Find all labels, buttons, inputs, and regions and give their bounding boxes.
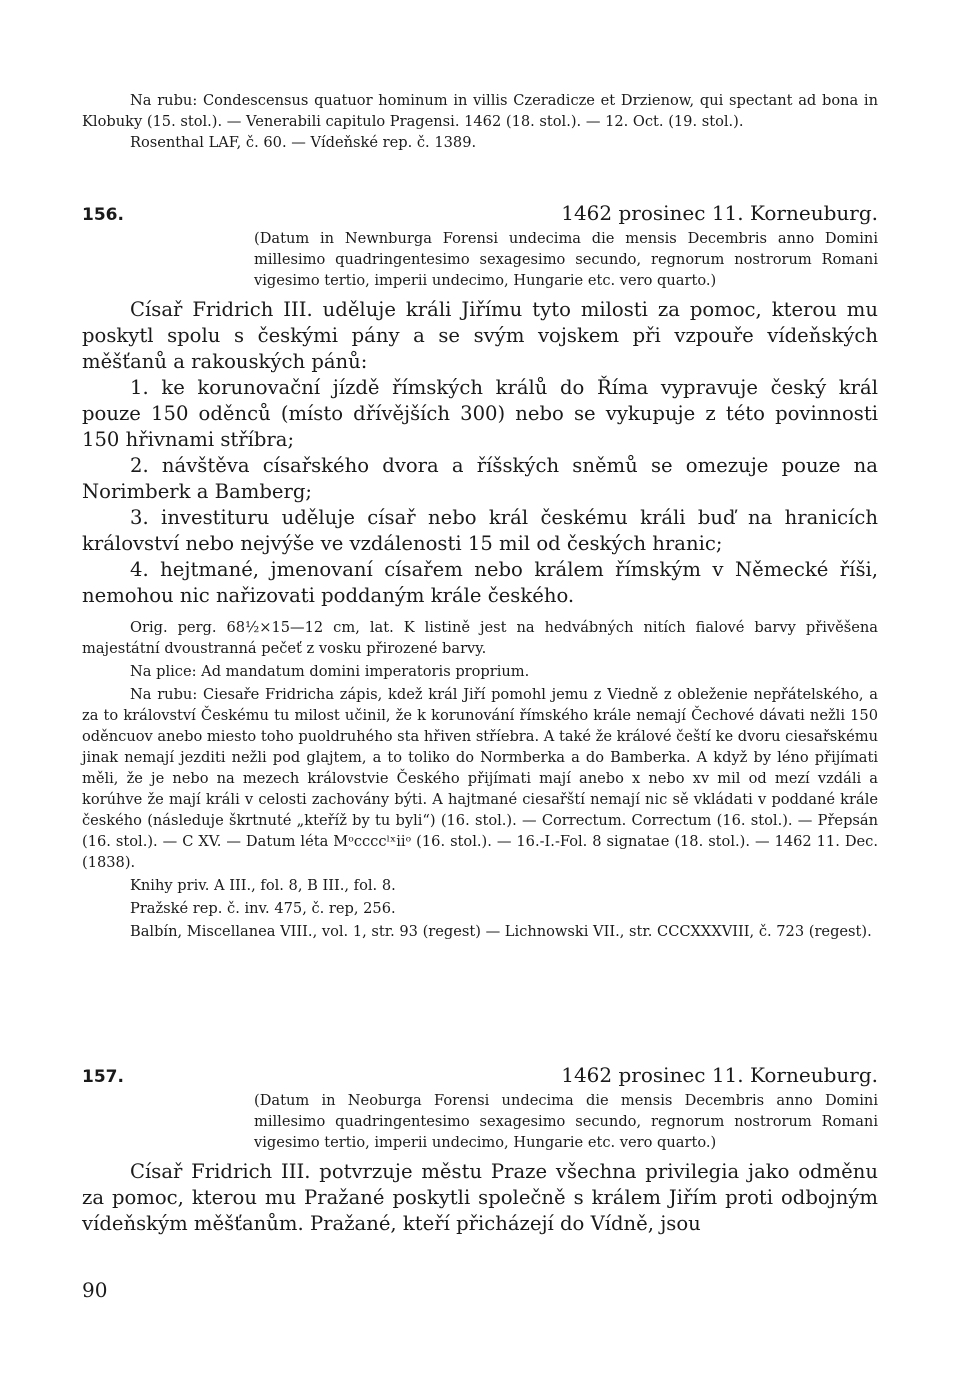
previous-entry-notes (82, 90, 878, 153)
regest-intro: Císař Fridrich III. uděluje králi Jiřímu tyto milosti za pomoc, kterou mu poskytl spolu s českými pány a se svým vojskem při vzpouře vídeňských měšťanů a rakouských pánů: (82, 298, 878, 373)
dorsal-note: Na rubu: Ciesaře Fridricha zápis, kdež král Jiří pomohl jemu z Viedně z obleženie nepřátelského, a za to království Českému tu milost učinil, že k korunování římského krále nemají Čechové dávati nežli 150 oděncuov anebo miesto toho puoldruhého sta hřiven stříebra. A také že králové čeští ke dvoru ciesařskému jinak nemají jezditi nežli pod glajtem, a to toliko do Normberka a do Bamberka. A když by léno přijímati měli, že je nebo na mezech královstvie Českého přijímati mají anebo x nebo xv mil od mezí vzdáli a korúhve že mají králi v celosti zachovány býti. A hajtmané ciesařští nemají nic sě vkládati v poddané krále českého (následuje škrtnuté „kteříž by tu byli“) (16. stol.). — Correctum. Correctum (16. stol.). — Přepsán (16. stol.). — C XV. — Datum léta Mᵒccccˡˣiiᵒ (16. stol.). — 16.-I.-Fol. 8 signatae (18. stol.). — 1462 11. Dec. (1838). (82, 686, 878, 871)
datum-clause: (Datum in Newnburga Forensi undecima die mensis Decembris anno Domini millesimo quadringentesimo sexagesimo secundo, regnorum nostrorum Romani vigesimo tertio, imperii undecimo, Hungarie etc. vero quarto.) (254, 230, 878, 289)
entry-156 (82, 200, 878, 942)
regest-item-1: 1. ke korunovační jízdě římských králů do Říma vypravuje český král pouze 150 oděnců (místo dřívějších 300) nebo se vykupuje z této povinnosti 150 hřivnami stříbra; (82, 376, 878, 451)
dorsal-note: Na rubu: Condescensus quatuor hominum in villis Czeradicze et Drzienow, qui spectant ad bona in Klobuky (15. stol.). — Venerabili capitulo Pragensi. 1462 (18. stol.). — 12. Oct. (19. stol.). (82, 92, 878, 130)
reference: Knihy priv. A III., fol. 8, B III., fol. 8. (130, 877, 396, 894)
entry-date: 1462 prosinec 11. Korneuburg. (561, 1063, 878, 1087)
entry-number: 156. (82, 205, 124, 225)
entry-date: 1462 prosinec 11. Korneuburg. (561, 201, 878, 225)
datum-clause: (Datum in Neoburga Forensi undecima die mensis Decembris anno Domini millesimo quadringentesimo sexagesimo secundo, regnorum nostrorum Romani vigesimo tertio, imperii undecimo, Hungarie etc. vero quarto.) (254, 1092, 878, 1151)
entry-header (82, 200, 878, 228)
page-number: 90 (82, 1278, 108, 1302)
reference: Balbín, Miscellanea VIII., vol. 1, str. 93 (regest) — Lichnowski VII., str. CCCXXXVIII, č. 723 (regest). (130, 923, 872, 940)
entry-header (82, 1062, 878, 1090)
references: Rosenthal LAF, č. 60. — Vídeňské rep. č. 1389. (130, 134, 477, 151)
regest-item-2: 2. návštěva císařského dvora a říšských sněmů se omezuje pouze na Norimberk a Bamberg; (82, 454, 878, 503)
entry-157 (82, 1062, 878, 1237)
entry-number: 157. (82, 1067, 124, 1087)
reference: Pražské rep. č. inv. 475, č. rep, 256. (130, 900, 396, 917)
regest-item-3: 3. investituru uděluje císař nebo král českému králi buď na hranicích království nebo nejvýše ve vzdálenosti 15 mil od českých hranic; (82, 506, 878, 555)
regest-intro: Císař Fridrich III. potvrzuje městu Praze všechna privilegia jako odměnu za pomoc, kterou mu Pražané poskytli společně s králem Jiřím proti odbojným vídeňským měšťanům. Pražané, kteří přicházejí do Vídně, jsou (82, 1160, 878, 1235)
plica-note: Na plice: Ad mandatum domini imperatoris proprium. (130, 663, 530, 680)
original-description: Orig. perg. 68½×15—12 cm, lat. K listině jest na hedvábných nitích fialové barvy přivěšena majestátní dvoustranná pečeť z vosku přirozené barvy. (82, 619, 878, 657)
regest-item-4: 4. hejtmané, jmenovaní císařem nebo králem římským v Německé říši, nemohou nic nařizovati poddaným krále českého. (82, 558, 878, 607)
